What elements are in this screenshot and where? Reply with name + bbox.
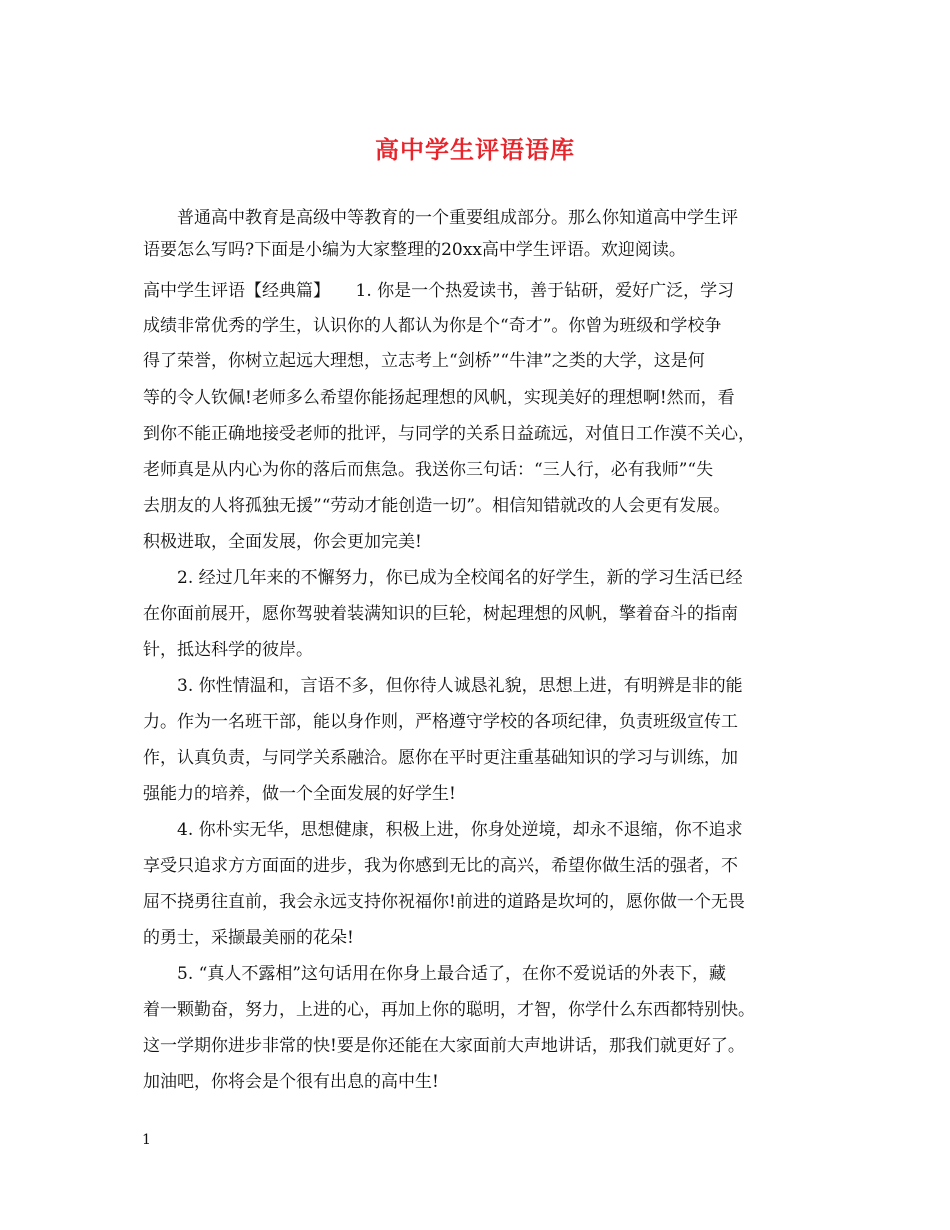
page-number: 1 [142, 1132, 151, 1148]
text-line: 得了荣誉，你树立起远大理想，立志考上“剑桥”“牛津”之类的大学，这是何 [143, 351, 705, 371]
text-line: 2. 经过几年来的不懈努力，你已成为全校闻名的好学生，新的学习生活已经 [143, 568, 743, 588]
text-line: 高中学生评语【经典篇】 1. 你是一个热爱读书，善于钻研，爱好广泛，学习 [143, 281, 735, 301]
text-line: 这一学期你进步非常的快!要是你还能在大家面前大声地讲话，那我们就更好了。 [143, 1036, 745, 1056]
text-line: 加油吧，你将会是个很有出息的高中生! [143, 1072, 439, 1092]
text-line: 着一颗勤奋，努力，上进的心，再加上你的聪明，才智，你学什么东西都特别快。 [143, 1000, 755, 1020]
text-line: 去朋友的人将孤独无援”“劳动才能创造一切”。相信知错就改的人会更有发展。 [143, 496, 731, 516]
document-title: 高中学生评语语库 [375, 135, 575, 164]
text-line: 享受只追求方方面面的进步，我为你感到无比的高兴，希望你做生活的强者，不 [143, 856, 738, 876]
text-line: 积极进取，全面发展，你会更加完美! [143, 532, 422, 552]
text-line: 作，认真负责，与同学关系融洽。愿你在平时更注重基础知识的学习与训练，加 [143, 748, 738, 768]
text-line: 到你不能正确地接受老师的批评，与同学的关系日益疏远，对值日工作漠不关心， [143, 424, 755, 444]
text-line: 3. 你性情温和，言语不多，但你待人诚恳礼貌，思想上进，有明辨是非的能 [143, 676, 743, 696]
text-line: 在你面前展开，愿你驾驶着装满知识的巨轮，树起理想的风帆，擎着奋斗的指南 [143, 604, 738, 624]
text-line: 5. “真人不露相”这句话用在你身上最合适了，在你不爱说话的外表下，藏 [143, 964, 727, 984]
text-line: 老师真是从内心为你的落后而焦急。我送你三句话：“三人行，必有我师”“失 [143, 460, 714, 480]
text-line: 语要怎么写吗?下面是小编为大家整理的20xx高中学生评语。欢迎阅读。 [143, 240, 686, 260]
text-line: 普通高中教育是高级中等教育的一个重要组成部分。那么你知道高中学生评 [143, 208, 738, 228]
text-line: 的勇士，采撷最美丽的花朵! [143, 928, 354, 948]
text-line: 等的令人钦佩!老师多么希望你能扬起理想的风帆，实现美好的理想啊!然而，看 [143, 388, 735, 408]
text-line: 屈不挠勇往直前，我会永远支持你祝福你!前进的道路是坎坷的，愿你做一个无畏 [143, 892, 745, 912]
text-line: 成绩非常优秀的学生，认识你的人都认为你是个“奇才”。你曾为班级和学校争 [143, 316, 722, 336]
text-line: 力。作为一名班干部，能以身作则，严格遵守学校的各项纪律，负责班级宣传工 [143, 712, 738, 732]
text-line: 针，抵达科学的彼岸。 [143, 640, 313, 660]
text-line: 4. 你朴实无华，思想健康，积极上进，你身处逆境，却永不退缩，你不追求 [143, 820, 743, 840]
text-line: 强能力的培养，做一个全面发展的好学生! [143, 784, 456, 804]
